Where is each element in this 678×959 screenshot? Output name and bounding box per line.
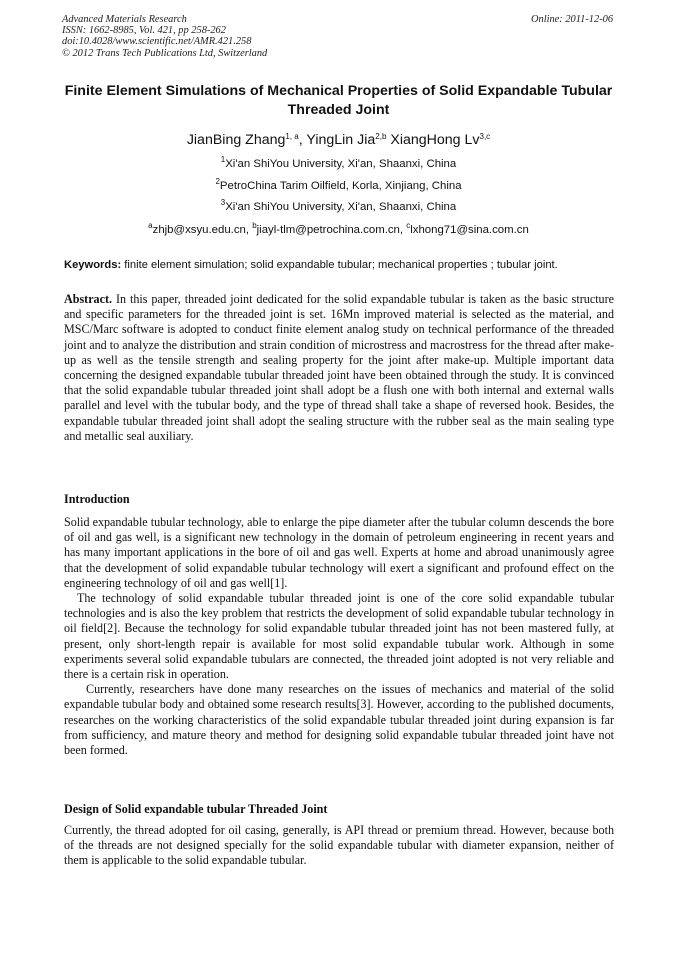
keywords-text: finite element simulation; solid expandable tubular; mechanical properties ; tubular joint. <box>121 259 558 271</box>
author-separator: , <box>298 132 307 148</box>
body-paragraph: Currently, the thread adopted for oil casing, generally, is API thread or premium thread. However, because both of the threads are not designed specially for the solid expandable tubular with diameter expansion, neither of them is applicable to the solid expandable tubular. <box>64 823 614 868</box>
affiliation-sup: 2 <box>215 176 220 186</box>
email-sup: a <box>148 220 153 230</box>
body-paragraph: The technology of solid expandable tubular threaded joint is one of the core solid expandable tubular technologies and is also the key problem that restricts the development of solid expandable tubular technology in oil field[2]. Because the technology for solid expandable tubular threaded joint has not been mastered fully, at present, only short-length repair is available for most solid expandable tubular work. Although in some experiments several solid expandable tubulars are connected, the threaded joint adopted is not very reliable and there is a certain risk in operation. <box>64 591 614 682</box>
email-sup: b <box>252 220 257 230</box>
body-paragraph: Solid expandable tubular technology, able to enlarge the pipe diameter after the tubular column descends the bore of oil and gas well, is a significant new technology in the domain of petroleum engineering in recent years and has many important applications in the bore of oil and gas well. Experts at home and abroad unanimously agree that the development of solid expandable tubular technology will exert a significant and profound effect on the engineering technology of oil and gas well[1]. <box>64 515 614 590</box>
keywords-label: Keywords: <box>64 259 122 271</box>
design-heading: Design of Solid expandable tubular Threaded Joint <box>64 802 328 816</box>
keywords-line <box>64 258 617 272</box>
affiliation-sup: 1 <box>220 155 226 164</box>
email-sup: c <box>406 220 411 230</box>
abstract-paragraph <box>64 292 614 444</box>
design-section <box>64 823 614 869</box>
affiliation-line <box>62 155 615 177</box>
journal-name: Advanced Materials Research <box>62 14 187 25</box>
body-paragraph: Currently, researchers have done many researches on the issues of mechanics and material of the solid expandable tubular body and obtained some research results[3]. However, according to the published documents, researches on the working characteristics of the solid expandable tubular threaded joint during expansion is far from sufficiency, and mature theory and method for designing solid expandable tubular threaded joint have not been formed. <box>64 682 614 758</box>
doi-line: doi:10.4028/www.scientific.net/AMR.421.258 <box>62 36 252 48</box>
email-address: zhjb@xsyu.edu.cn, <box>152 223 253 236</box>
author-sup: 1, a <box>285 132 299 141</box>
affiliation-block <box>62 155 615 239</box>
affiliation-line <box>62 177 615 199</box>
paper-title: Finite Element Simulations of Mechanical Properties of Solid Expandable Tubular Threaded Joint <box>64 83 613 118</box>
introduction-heading: Introduction <box>64 492 130 506</box>
author-name: XiangHong Lv <box>390 132 480 148</box>
author-name: JianBing Zhang <box>186 132 286 148</box>
online-date: Online: 2011-12-06 <box>531 14 614 25</box>
introduction-section <box>64 515 614 758</box>
email-address: lxhong71@sina.com.cn <box>410 223 529 236</box>
affiliation-text: Xi'an ShiYou University, Xi'an, Shaanxi, China <box>225 158 457 170</box>
author-sup: 3,c <box>479 132 491 141</box>
affiliation-sup: 3 <box>220 198 226 207</box>
affiliation-line <box>62 198 615 220</box>
journal-metadata <box>62 14 267 59</box>
email-address: jiayl-tlm@petrochina.com.cn, <box>256 223 407 236</box>
copyright-line: © 2012 Trans Tech Publications Ltd, Switzerland <box>62 47 268 59</box>
affiliation-text: Xi'an ShiYou University, Xi'an, Shaanxi, China <box>225 201 457 213</box>
email-line <box>62 221 615 239</box>
issn-line: ISSN: 1662-8985, Vol. 421, pp 258-262 <box>62 25 226 37</box>
abstract-text: In this paper, threaded joint dedicated for the solid expandable tubular is taken as the basic structure and specific parameters for the threaded joint is set. 16Mn improved material is selected as the material, and MSC/Marc software is adopted to conduct finite element analog study on technical performance of the threaded joint and to analyze the distribution and strain condition of microstress and macrostress for the thread after make-up as well as the tensile strength and sealing property for the joint after make-up. Multiple important data concerning the designed expandable tubular threaded joint have been obtained through the study. It is convinced that the solid expandable tubular threaded joint shall adopt be a flush one with both internal and external walls parallel and level with the tubular body, and the type of thread shall take a shape of reversed hook. Besides, the expandable tubular threaded joint shall adopt the sealing structure with the rubber seal as the main sealing type and metallic seal auxiliary. <box>64 292 614 443</box>
affiliation-text: PetroChina Tarim Oilfield, Korla, Xinjiang, China <box>219 179 462 192</box>
abstract-label: Abstract. <box>64 292 113 306</box>
author-sup: 2,b <box>375 132 387 141</box>
author-list <box>62 131 615 149</box>
author-name: YingLin Jia <box>306 132 376 148</box>
